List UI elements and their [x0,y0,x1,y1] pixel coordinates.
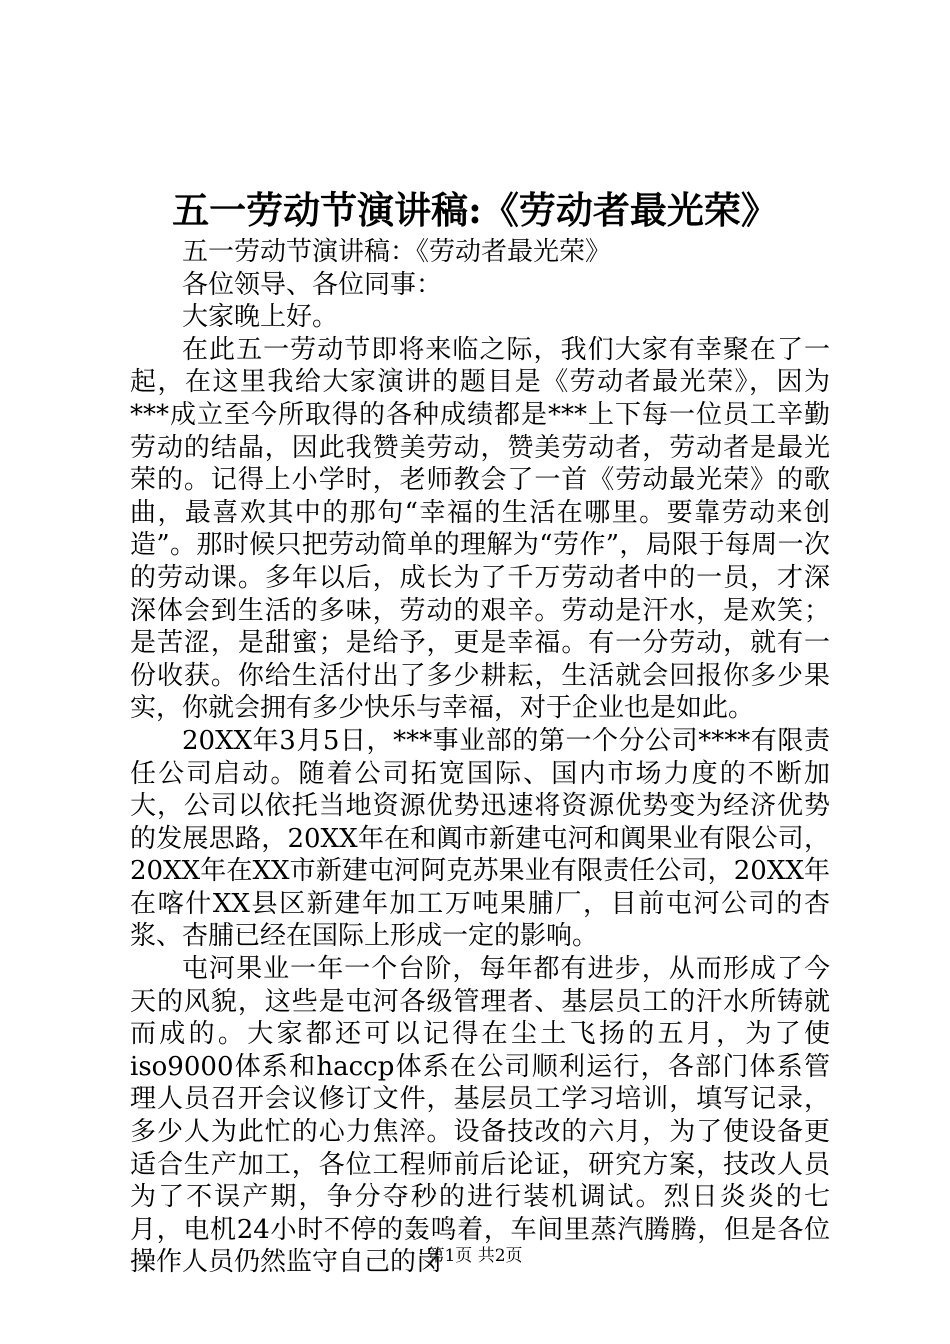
paragraph-intro: 在此五一劳动节即将来临之际，我们大家有幸聚在了一起，在这里我给大家演讲的题目是《劳动者最光荣》，因为***成立至今所取得的各种成绩都是***上下每一位员工辛勤劳动的结晶，因此我赞美劳动，赞美劳动者，劳动者是最光荣的。记得上小学时，老师教会了一首《劳动最光荣》的歌曲，最喜欢其中的那句“幸福的生活在哪里。要靠劳动来创造”。那时候只把劳动简单的理解为“劳作”，局限于每周一次的劳动课。多年以后，成长为了千万劳动者中的一员，才深深体会到生活的多味，劳动的艰辛。劳动是汗水，是欢笑；是苦涩，是甜蜜；是给予，更是幸福。有一分劳动，就有一份收获。你给生活付出了多少耕耘，生活就会回报你多少果实，你就会拥有多少快乐与幸福，对于企业也是如此。 [130,334,830,724]
paragraph-history: 20XX年3月5日，***事业部的第一个分公司****有限责任公司启动。随着公司拓宽国际、国内市场力度的不断加大，公司以依托当地资源优势迅速将资源优势变为经济优势的发展思路，20XX年在和阗市新建屯河和阗果业有限公司，20XX年在XX市新建屯河阿克苏果业有限责任公司，20XX年在喀什XX县区新建年加工万吨果脯厂，目前屯河公司的杏浆、杏脯已经在国际上形成一定的影响。 [130,725,830,952]
paragraph-salutation: 各位领导、各位同事： [182,269,443,300]
page-number: 第1页 共2页 [427,1246,523,1266]
document-body [130,236,830,1279]
paragraph-subtitle: 五一劳动节演讲稿：《劳动者最光荣》 [182,237,612,267]
paragraph-progress: 屯河果业一年一个台阶，每年都有进步，从而形成了今天的风貌，这些是屯河各级管理者、基层员工的汗水所铸就而成的。大家都还可以记得在尘土飞扬的五月，为了使iso9000体系和haccp体系在公司顺利运行，各部门体系管理人员召开会议修订文件，基层员工学习培训，填写记录，多少人为此忙的心力焦淬。设备技改的六月，为了使设备更适合生产加工，各位工程师前后论证，研究方案，技改人员为了不误产期，争分夺秒的进行装机调试。烈日炎炎的七月，电机24小时不停的轰鸣着，车间里蒸汽腾腾，但是各位操作人员仍然监守自己的岗 [130,954,830,1278]
document-title: 五一劳动节演讲稿:《劳动者最光荣》 [172,188,778,232]
paragraph-greeting: 大家晚上好。 [182,302,339,333]
